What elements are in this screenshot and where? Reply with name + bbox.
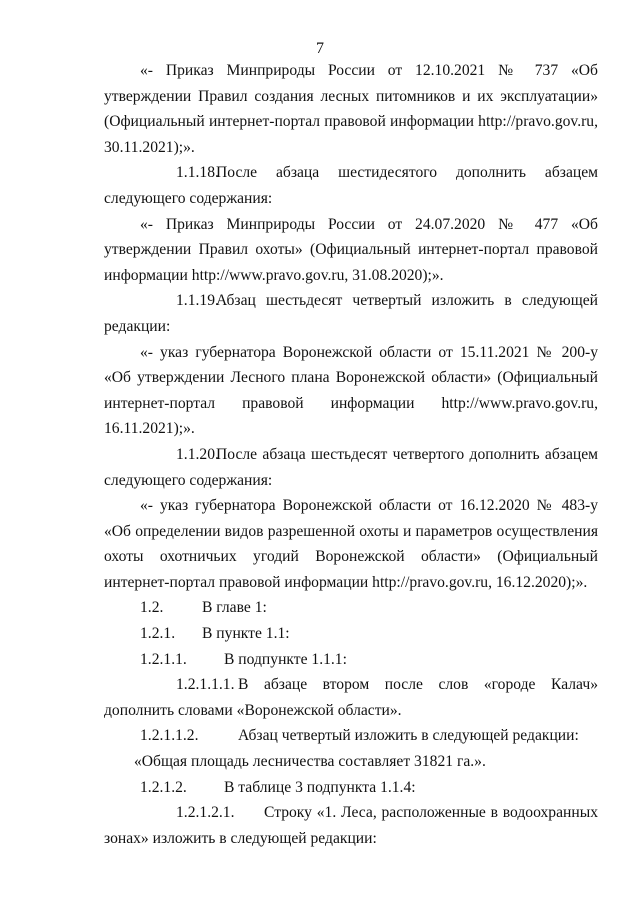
paragraph: «Общая площадь лесничества составляет 31821 га.». (134, 753, 486, 771)
paragraph (104, 672, 598, 723)
clause-text: В пункте 1.1: (202, 625, 290, 643)
paragraph (104, 442, 598, 493)
clause-number: 1.2.1.1.2. (140, 727, 199, 745)
clause-text: В таблице 3 подпункта 1.1.4: (224, 778, 416, 796)
document-body (104, 58, 598, 851)
paragraph (104, 621, 598, 647)
clause-text: В абзаце втором после слов «городе Калач» дополнить словами «Воронежской области». (104, 676, 598, 719)
clause-text: Абзац четвертый изложить в следующей редакции: (238, 727, 579, 745)
page-number: 7 (316, 40, 324, 57)
paragraph (104, 723, 598, 749)
clause-number: 1.2.1.1.1. (176, 676, 235, 694)
paragraph (104, 288, 598, 339)
paragraph: «- Приказ Минприроды России от 24.07.2020 № 477 «Об утверждении Правил охоты» (Официальный интернет-портал правовой информации http://www.pravo.gov.ru, 31.08.2020);». (104, 215, 598, 284)
clause-text: Абзац шестьдесят четвертый изложить в следующей редакции: (104, 292, 598, 335)
clause-text: В главе 1: (202, 599, 267, 617)
paragraph (104, 800, 598, 851)
clause-number: 1.1.20. (176, 445, 219, 463)
clause-number: 1.1.18. (176, 164, 219, 182)
clause-text: После абзаца шестидесятого дополнить абзацем следующего содержания: (104, 164, 598, 207)
clause-number: 1.2.1.2.1. (176, 804, 235, 822)
paragraph: «- указ губернатора Воронежской области от 15.11.2021 № 200-у «Об утверждении Лесного плана Воронежской области» (Официальный интернет-портал правовой информации http://www.pravo.gov.ru, 16.11.2021);». (104, 343, 598, 438)
clause-number: 1.2.1.1. (140, 650, 187, 668)
paragraph (104, 647, 598, 673)
clause-text: После абзаца шестьдесят четвертого дополнить абзацем следующего содержания: (104, 445, 598, 489)
paragraph (104, 595, 598, 621)
paragraph: «- Приказ Минприроды России от 12.10.2021 № 737 «Об утверждении Правил создания лесных питомников и их эксплуатации» (Официальный интернет-портал правовой информации http://pravo.gov.ru, 30.11.2021);». (104, 62, 598, 156)
clause-text: Строку «1. Леса, расположенные в водоохранных зонах» изложить в следующей редакции: (104, 804, 598, 847)
clause-number: 1.2.1.2. (140, 778, 187, 796)
paragraph: «- указ губернатора Воронежской области от 16.12.2020 № 483-у «Об определении видов разрешенной охоты и параметров осуществления охоты охотничьих угодий Воронежской области» (Официальный интернет-портал правовой информации http://pravo.gov.ru, 16.12.2020);». (104, 497, 598, 591)
clause-text: В подпункте 1.1.1: (224, 650, 347, 668)
paragraph (104, 160, 598, 211)
clause-number: 1.2. (140, 599, 164, 617)
clause-number: 1.1.19. (176, 292, 219, 310)
clause-number: 1.2.1. (140, 625, 176, 643)
paragraph (104, 775, 598, 801)
